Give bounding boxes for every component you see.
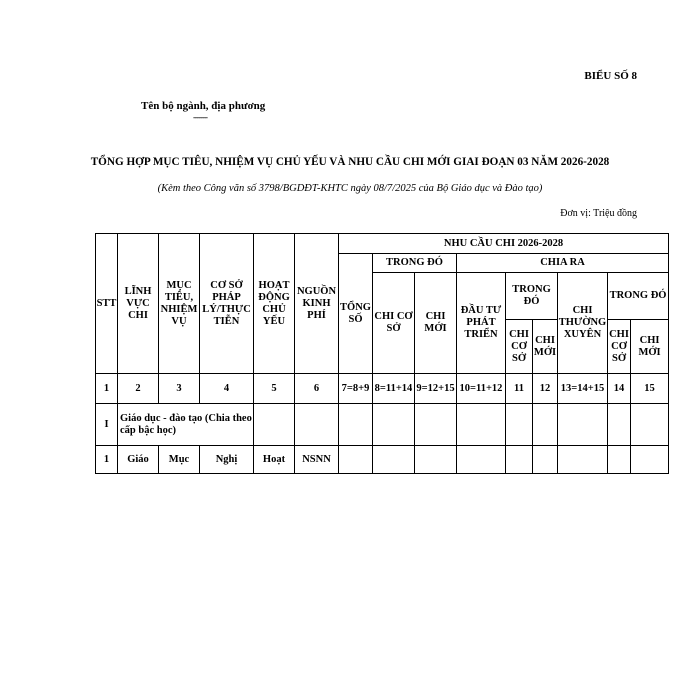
- row-muc-tieu: Mục: [159, 446, 200, 474]
- document-title: TỔNG HỢP MỤC TIÊU, NHIỆM VỤ CHỦ YẾU VÀ NHU CẦU CHI MỚI GIAI ĐOẠN 03 NĂM 2026-2028: [90, 156, 610, 168]
- section-stt: I: [96, 404, 118, 446]
- header-trong-do-1: TRONG ĐÓ: [506, 273, 558, 320]
- subheader-chi-moi-2: CHI MỚI: [631, 320, 669, 374]
- column-number: 5: [254, 374, 295, 404]
- row-linh-vuc: Giáo: [118, 446, 159, 474]
- header-chia-ra: CHIA RA: [457, 254, 669, 273]
- column-number: 9=12+15: [415, 374, 457, 404]
- section-label: Giáo dục - đào tạo (Chia theo cấp bậc học): [118, 404, 254, 446]
- header-stt: STT: [96, 234, 118, 374]
- header-chi-moi: CHI MỚI: [415, 273, 457, 374]
- header-trong-do-2: TRONG ĐÓ: [608, 273, 669, 320]
- column-number: 12: [533, 374, 558, 404]
- table-row: [96, 446, 669, 474]
- header-co-so-phap-ly: CƠ SỞ PHÁP LÝ/THỰC TIỄN: [200, 234, 254, 374]
- column-number: 2: [118, 374, 159, 404]
- header-dau-tu: ĐẦU TƯ PHÁT TRIỂN: [457, 273, 506, 374]
- row-hoat-dong: Hoạt: [254, 446, 295, 474]
- unit-label: Đơn vị: Triệu đồng: [560, 208, 637, 219]
- column-number: 6: [295, 374, 339, 404]
- column-number: 3: [159, 374, 200, 404]
- column-number: 8=11+14: [373, 374, 415, 404]
- numbering-row: [96, 374, 669, 404]
- header-nhu-cau: NHU CẦU CHI 2026-2028: [339, 234, 669, 254]
- section-row: [96, 404, 669, 446]
- column-number: 7=8+9: [339, 374, 373, 404]
- header-trong-do: TRONG ĐÓ: [373, 254, 457, 273]
- header-linh-vuc: LĨNH VỰC CHI: [118, 234, 159, 374]
- subheader-chi-moi-1: CHI MỚI: [533, 320, 558, 374]
- row-co-so: Nghị: [200, 446, 254, 474]
- document-subtitle: (Kèm theo Công văn số 3798/BGDĐT-KHTC ngày 08/7/2025 của Bộ Giáo dục và Đào tạo): [157, 183, 543, 194]
- column-number: 15: [631, 374, 669, 404]
- ministry-divider: -------: [193, 112, 207, 122]
- header-hoat-dong: HOẠT ĐỘNG CHỦ YẾU: [254, 234, 295, 374]
- row-nguon: NSNN: [295, 446, 339, 474]
- ministry-name: Tên bộ ngành, địa phương: [141, 100, 266, 112]
- column-number: 4: [200, 374, 254, 404]
- subheader-chi-co-so-1: CHI CƠ SỞ: [506, 320, 533, 374]
- header-chi-co-so: CHI CƠ SỞ: [373, 273, 415, 374]
- header-tong-so: TỔNG SỐ: [339, 254, 373, 374]
- column-number: 11: [506, 374, 533, 404]
- column-number: 13=14+15: [558, 374, 608, 404]
- column-number: 10=11+12: [457, 374, 506, 404]
- column-number: 1: [96, 374, 118, 404]
- header-muc-tieu: MỤC TIÊU, NHIỆM VỤ: [159, 234, 200, 374]
- subheader-chi-co-so-2: CHI CƠ SỞ: [608, 320, 631, 374]
- header-nguon-kinh-phi: NGUỒN KINH PHÍ: [295, 234, 339, 374]
- column-number: 14: [608, 374, 631, 404]
- row-stt: 1: [96, 446, 118, 474]
- header-chi-thuong-xuyen: CHI THƯỜNG XUYÊN: [558, 273, 608, 374]
- form-number: BIỂU SỐ 8: [584, 70, 637, 82]
- summary-table: [95, 233, 669, 474]
